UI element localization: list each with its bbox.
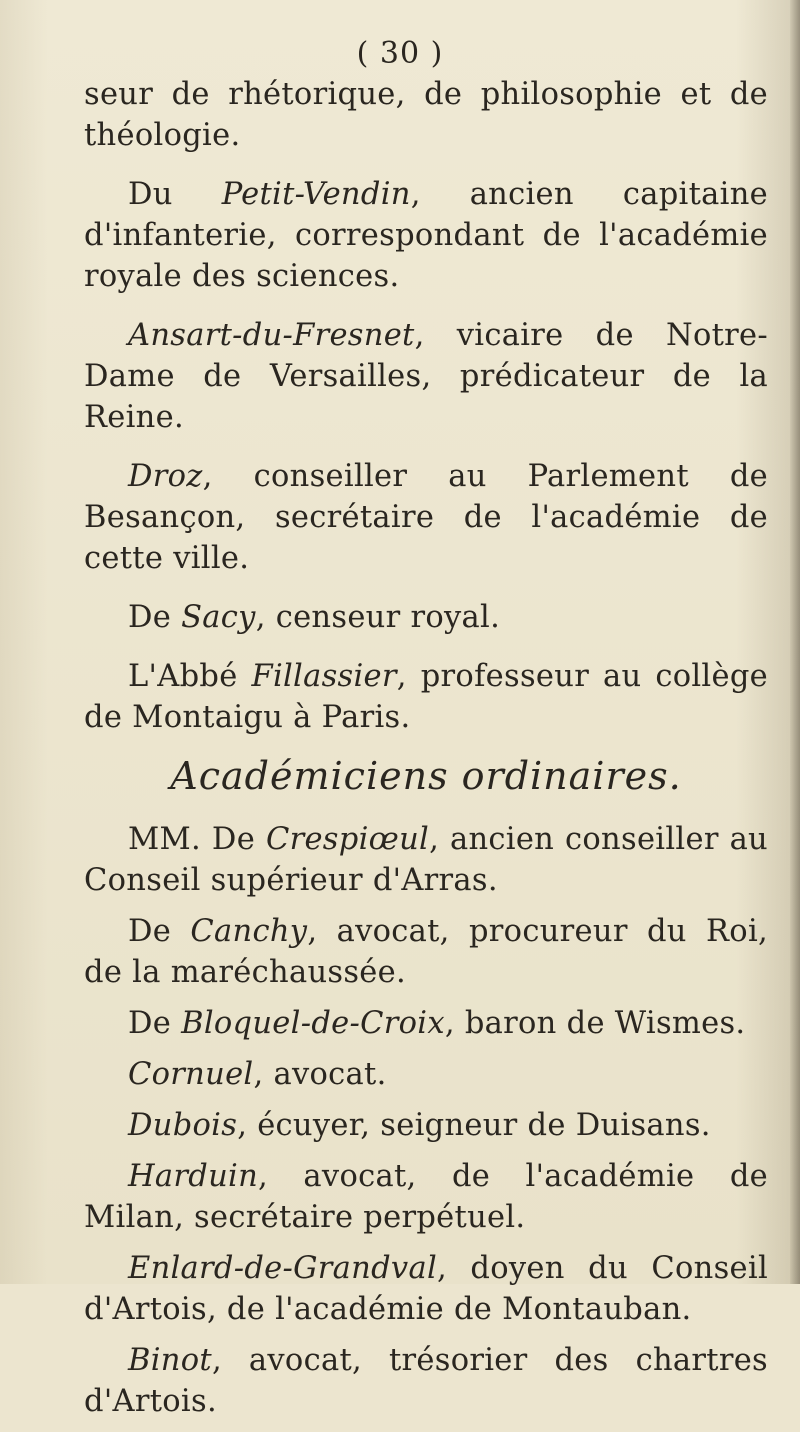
- entry-prefix: De: [128, 1006, 182, 1041]
- member-enlard-de-grandval: [84, 1248, 768, 1330]
- entry-name: Ansart-du-Fresnet: [128, 318, 415, 353]
- entry-name: Enlard-de-Grandval: [128, 1251, 437, 1286]
- entry-name: Crespiœul: [265, 822, 430, 857]
- member-cornuel: [84, 1054, 768, 1095]
- entry-text: , avocat.: [253, 1057, 387, 1092]
- entry-prefix: De: [128, 600, 182, 635]
- entry-droz: [84, 456, 768, 579]
- section-title: Académiciens ordinaires.: [170, 754, 682, 798]
- entry-text: , conseiller au Parlement de Besançon, secrétaire de l'académie de cette ville.: [84, 459, 768, 576]
- entry-text: , avocat, de l'académie de Milan, secrétaire perpétuel.: [84, 1159, 768, 1235]
- entry-text: , avocat, trésorier des chartres d'Artois.: [84, 1343, 768, 1419]
- entry-name: Petit-Vendin: [221, 177, 411, 212]
- page-number: ( 30 ): [356, 36, 444, 71]
- member-binot: [84, 1340, 768, 1422]
- entry-text: , avocat, procureur du Roi, de la maréchaussée.: [84, 914, 768, 990]
- entry-text: , ancien conseiller au Conseil supérieur d'Arras.: [84, 822, 769, 898]
- entry-name: Harduin: [128, 1159, 259, 1194]
- entry-text: , professeur au collège de Montaigu à Paris.: [84, 659, 769, 735]
- entry-prefix: Du: [128, 177, 222, 212]
- member-harduin: [84, 1156, 768, 1238]
- entry-name: Cornuel: [128, 1057, 254, 1092]
- member-dubois: [84, 1105, 768, 1146]
- entry-text: , vicaire de Notre-Dame de Versailles, prédicateur de la Reine.: [84, 318, 768, 435]
- member-canchy: [84, 911, 768, 993]
- entry-prefix: De: [128, 914, 191, 949]
- entry-name: Dubois: [128, 1108, 238, 1143]
- member-crespioeul: [84, 819, 768, 901]
- page-edge-shadow: [790, 0, 800, 1284]
- entry-name: Droz: [128, 459, 203, 494]
- entry-text: seur de rhétorique, de philosophie et de théologie.: [84, 77, 768, 153]
- entry-name: Binot: [128, 1343, 212, 1378]
- entry-name: Canchy: [190, 914, 308, 949]
- entry-prefix: MM. De: [128, 822, 266, 857]
- entry-prefix: L'Abbé: [128, 659, 252, 694]
- entry-text: , doyen du Conseil d'Artois, de l'académie de Montauban.: [84, 1251, 768, 1327]
- entry-name: Bloquel-de-Croix: [181, 1006, 445, 1041]
- entry-ansart-du-fresnet: [84, 315, 768, 438]
- entry-petit-vendin: [84, 174, 768, 297]
- page-body: [84, 74, 768, 1432]
- entry-name: Fillassier: [251, 659, 397, 694]
- entry-text: , censeur royal.: [255, 600, 501, 635]
- member-bloquel-de-croix: [84, 1003, 768, 1044]
- entry-text: , baron de Wismes.: [444, 1006, 746, 1041]
- entry-text: , écuyer, seigneur de Duisans.: [237, 1108, 711, 1143]
- entry-name: Sacy: [181, 600, 256, 635]
- entry-text: , ancien capitaine d'infanterie, correspondant de l'académie royale des sciences.: [84, 177, 768, 294]
- entry-continuation: [84, 74, 768, 156]
- entry-fillassier: [84, 656, 768, 738]
- entry-sacy: [84, 597, 768, 638]
